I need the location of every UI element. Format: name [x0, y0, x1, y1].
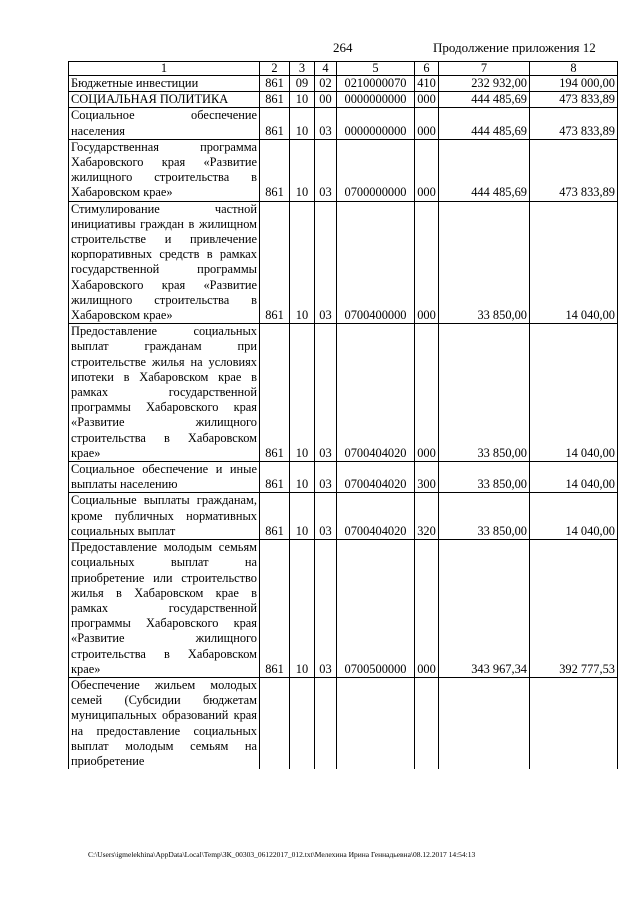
row-name-cell: Социальное обеспечение и иные выплаты населению: [69, 462, 260, 493]
amount-2019-cell: [530, 677, 618, 769]
section-cell: 10: [290, 108, 315, 139]
grbs-code-cell: 861: [260, 92, 290, 108]
amount-2019-cell: 473 833,89: [530, 108, 618, 139]
section-cell: 10: [290, 462, 315, 493]
table-row: [69, 76, 618, 92]
section-cell: 09: [290, 76, 315, 92]
subsection-cell: 03: [315, 201, 337, 324]
page-number: 264: [333, 40, 353, 55]
column-header: 8: [530, 62, 618, 76]
table-row: [69, 462, 618, 493]
amount-2019-cell: 194 000,00: [530, 76, 618, 92]
table-row: [69, 139, 618, 201]
section-cell: 10: [290, 92, 315, 108]
amount-2018-cell: 444 485,69: [439, 108, 530, 139]
target-article-cell: [337, 677, 415, 769]
footer-file-path: C:\Users\igmelekhina\AppData\Local\Temp\ЗК_00303_06122017_012.txt\Мелехина Ирина Геннадьевна\08.12.2017 14:54:13: [88, 850, 476, 859]
target-article-cell: 0210000070: [337, 76, 415, 92]
subsection-cell: 00: [315, 92, 337, 108]
row-name-cell: Обеспечение жильем молодых семей (Субсидии бюджетам муниципальных образований края на предоставление социальных выплат молодым семьям на приобретение: [69, 677, 260, 769]
subsection-cell: 03: [315, 462, 337, 493]
expense-type-cell: 000: [415, 139, 439, 201]
expense-type-cell: [415, 677, 439, 769]
expense-type-cell: 000: [415, 92, 439, 108]
grbs-code-cell: 861: [260, 462, 290, 493]
column-header: 4: [315, 62, 337, 76]
column-header: 5: [337, 62, 415, 76]
table-row: [69, 540, 618, 678]
table-row: [69, 324, 618, 462]
target-article-cell: 0700500000: [337, 540, 415, 678]
grbs-code-cell: 861: [260, 324, 290, 462]
grbs-code-cell: [260, 677, 290, 769]
expense-type-cell: 300: [415, 462, 439, 493]
row-name-cell: Социальные выплаты гражданам, кроме публичных нормативных социальных выплат: [69, 493, 260, 540]
section-cell: 10: [290, 201, 315, 324]
expense-type-cell: 410: [415, 76, 439, 92]
grbs-code-cell: 861: [260, 139, 290, 201]
column-header: 6: [415, 62, 439, 76]
row-name-cell: Социальное обеспечение населения: [69, 108, 260, 139]
amount-2019-cell: 392 777,53: [530, 540, 618, 678]
amount-2018-cell: 444 485,69: [439, 92, 530, 108]
column-header: 7: [439, 62, 530, 76]
subsection-cell: 03: [315, 540, 337, 678]
target-article-cell: 0700400000: [337, 201, 415, 324]
grbs-code-cell: 861: [260, 201, 290, 324]
amount-2018-cell: 343 967,34: [439, 540, 530, 678]
grbs-code-cell: 861: [260, 540, 290, 678]
table-row: [69, 201, 618, 324]
amount-2018-cell: 33 850,00: [439, 462, 530, 493]
expense-type-cell: 000: [415, 108, 439, 139]
target-article-cell: 0700404020: [337, 493, 415, 540]
amount-2018-cell: 33 850,00: [439, 493, 530, 540]
column-header: 3: [290, 62, 315, 76]
section-cell: 10: [290, 540, 315, 678]
continuation-caption: Продолжение приложения 12: [433, 40, 596, 55]
row-name-cell: Бюджетные инвестиции: [69, 76, 260, 92]
budget-table: [68, 61, 618, 769]
expense-type-cell: 000: [415, 540, 439, 678]
target-article-cell: 0700404020: [337, 324, 415, 462]
section-cell: 10: [290, 139, 315, 201]
amount-2018-cell: 444 485,69: [439, 139, 530, 201]
expense-type-cell: 320: [415, 493, 439, 540]
amount-2018-cell: [439, 677, 530, 769]
amount-2019-cell: 14 040,00: [530, 493, 618, 540]
table-row: [69, 92, 618, 108]
amount-2019-cell: 14 040,00: [530, 462, 618, 493]
grbs-code-cell: 861: [260, 108, 290, 139]
column-number-row: [69, 62, 618, 76]
row-name-cell: Предоставление социальных выплат гражданам при строительстве жилья на условиях ипотеки в Хабаровском крае в рамках государственной программы Хабаровского края «Развитие жилищного строительства в Хабаровском крае»: [69, 324, 260, 462]
grbs-code-cell: 861: [260, 493, 290, 540]
expense-type-cell: 000: [415, 201, 439, 324]
grbs-code-cell: 861: [260, 76, 290, 92]
table-row: [69, 677, 618, 769]
amount-2018-cell: 33 850,00: [439, 324, 530, 462]
section-cell: 10: [290, 324, 315, 462]
amount-2018-cell: 33 850,00: [439, 201, 530, 324]
expense-type-cell: 000: [415, 324, 439, 462]
amount-2019-cell: 14 040,00: [530, 201, 618, 324]
target-article-cell: 0000000000: [337, 92, 415, 108]
target-article-cell: 0000000000: [337, 108, 415, 139]
amount-2019-cell: 473 833,89: [530, 139, 618, 201]
table-row: [69, 493, 618, 540]
column-header: 1: [69, 62, 260, 76]
row-name-cell: Государственная программа Хабаровского края «Развитие жилищного строительства в Хабаровском крае»: [69, 139, 260, 201]
subsection-cell: 03: [315, 139, 337, 201]
subsection-cell: 03: [315, 108, 337, 139]
target-article-cell: 0700000000: [337, 139, 415, 201]
subsection-cell: 03: [315, 493, 337, 540]
subsection-cell: [315, 677, 337, 769]
row-name-cell: СОЦИАЛЬНАЯ ПОЛИТИКА: [69, 92, 260, 108]
table-row: [69, 108, 618, 139]
section-cell: 10: [290, 493, 315, 540]
column-header: 2: [260, 62, 290, 76]
target-article-cell: 0700404020: [337, 462, 415, 493]
subsection-cell: 02: [315, 76, 337, 92]
subsection-cell: 03: [315, 324, 337, 462]
row-name-cell: Предоставление молодым семьям социальных выплат на приобретение или строительство жилья в Хабаровском крае в рамках государственной программы Хабаровского края «Развитие жилищного строительства в Хабаровском крае»: [69, 540, 260, 678]
row-name-cell: Стимулирование частной инициативы граждан в жилищном строительстве и привлечение корпоративных средств в рамках государственной программы Хабаровского края «Развитие жилищного строительства в Хабаровском крае»: [69, 201, 260, 324]
section-cell: [290, 677, 315, 769]
amount-2019-cell: 473 833,89: [530, 92, 618, 108]
amount-2019-cell: 14 040,00: [530, 324, 618, 462]
amount-2018-cell: 232 932,00: [439, 76, 530, 92]
